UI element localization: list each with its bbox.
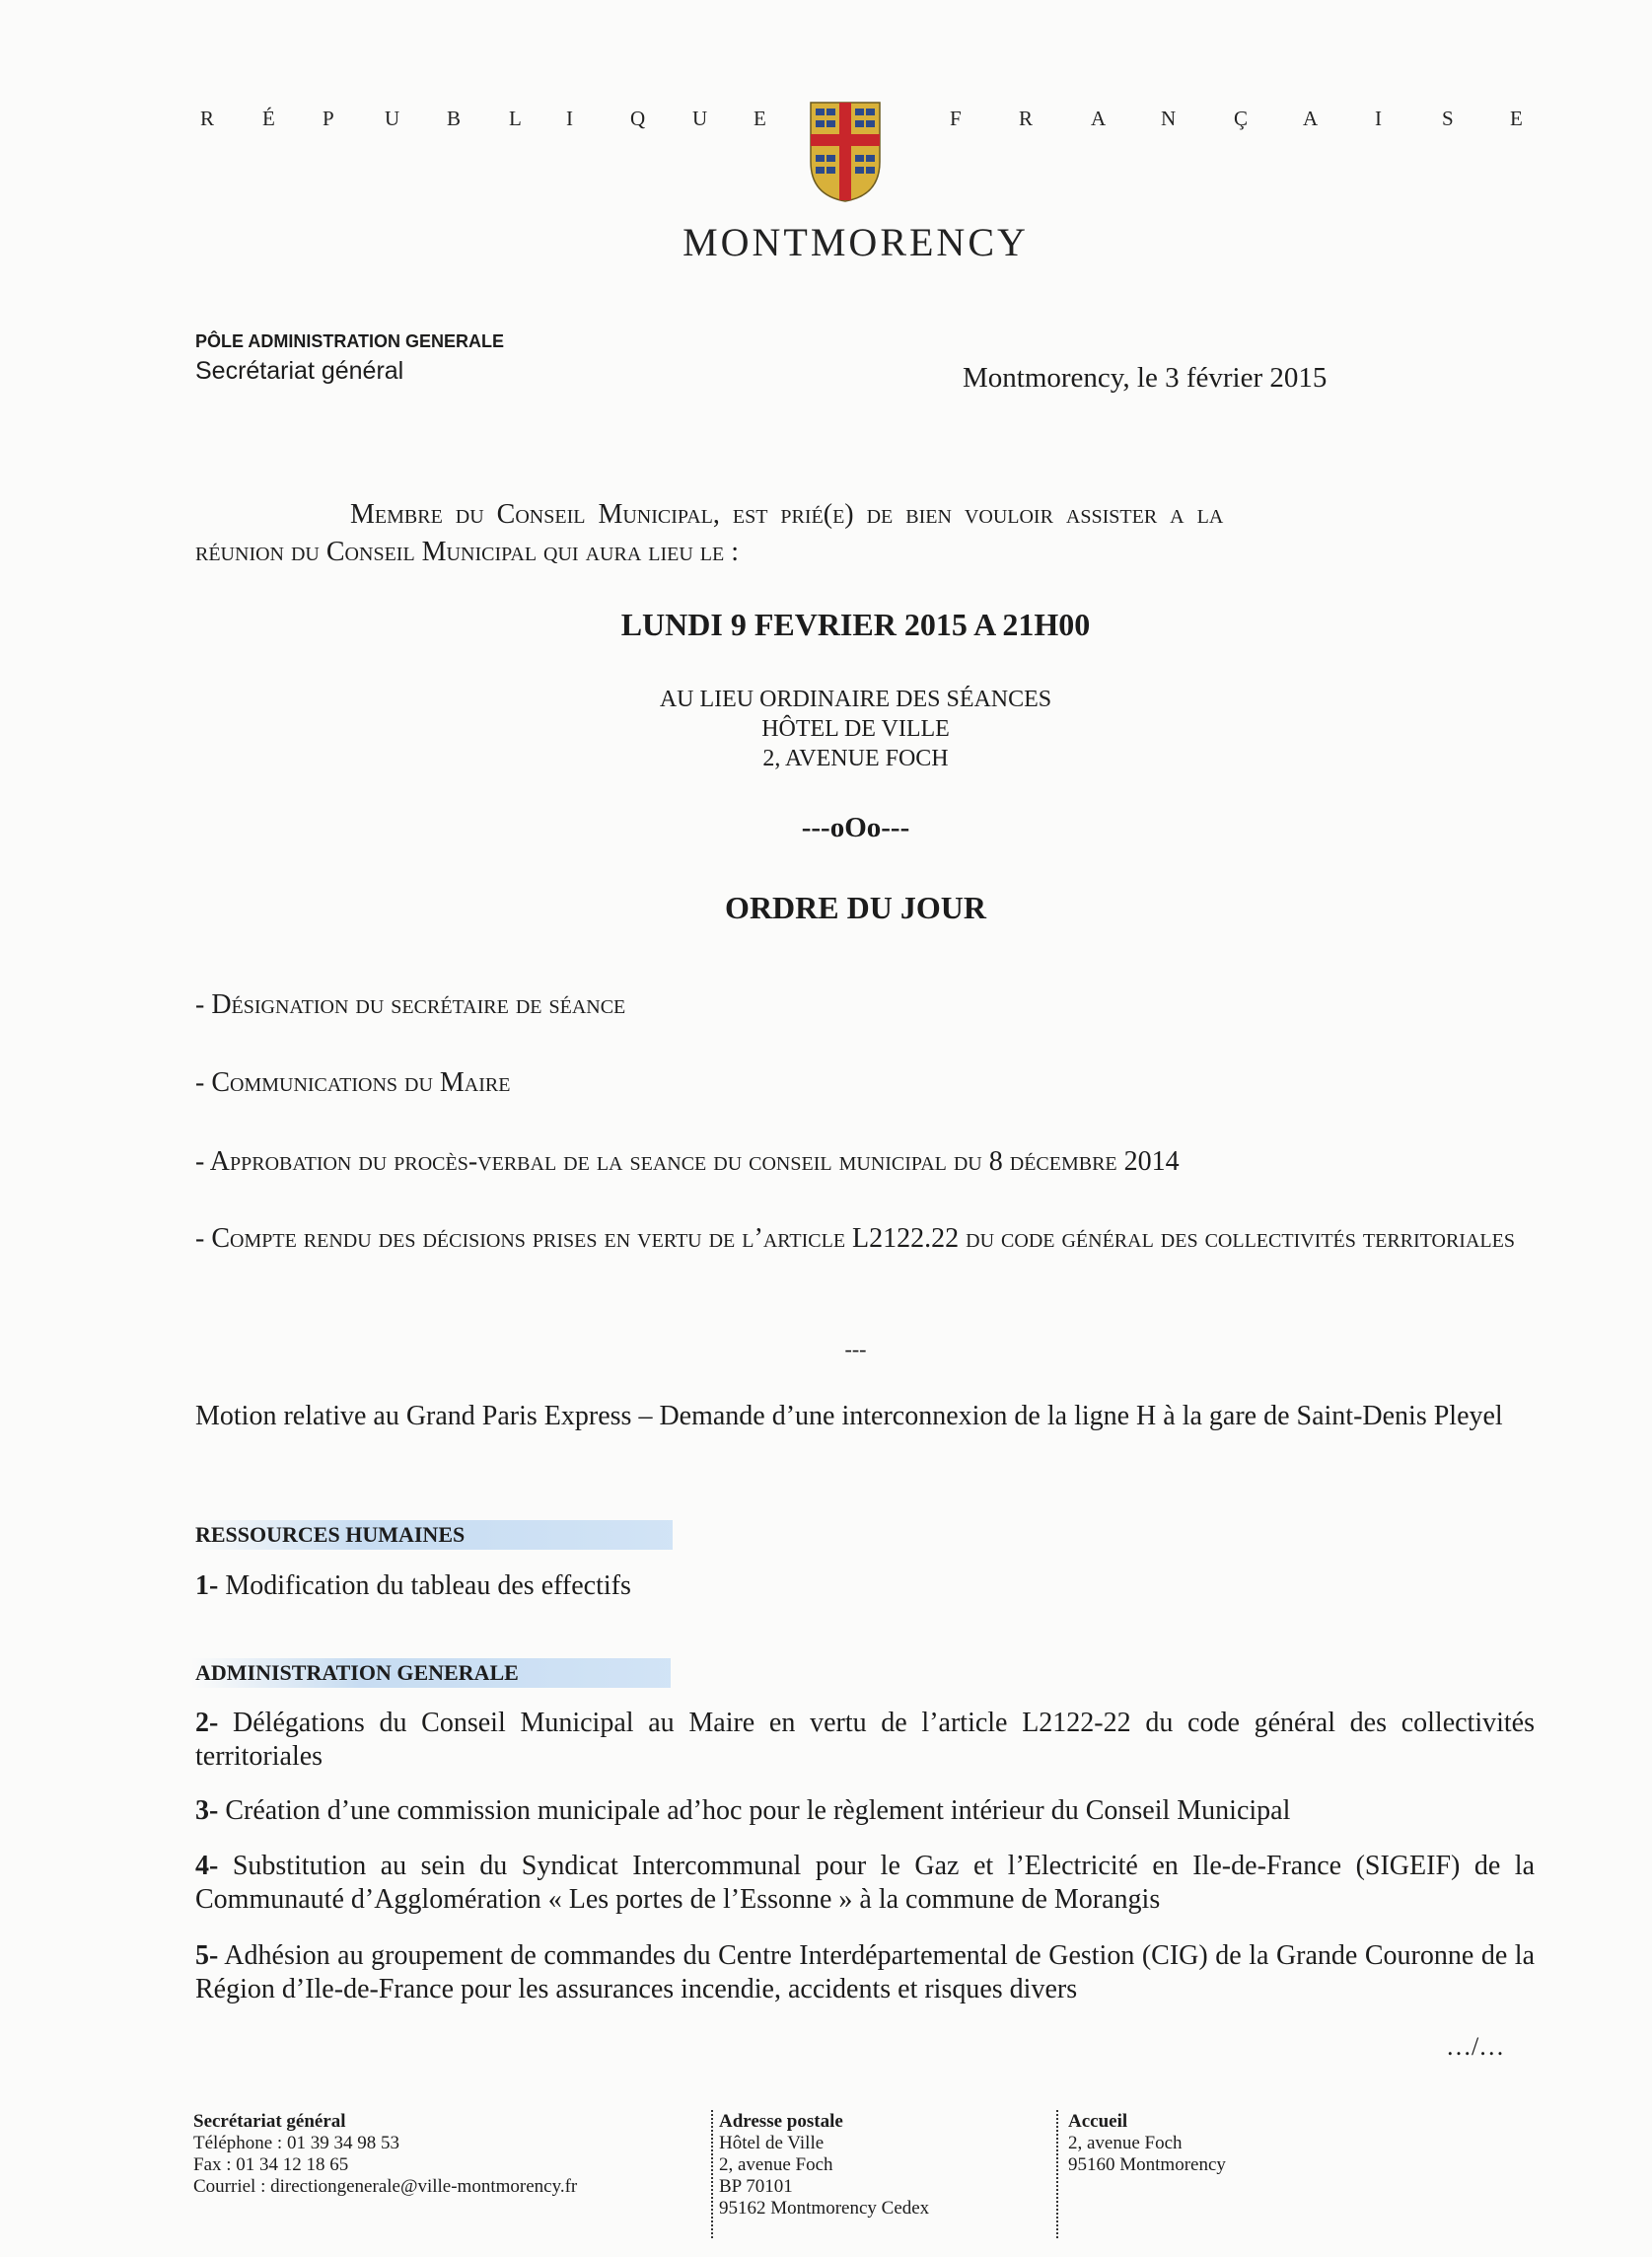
footer-title: Accueil	[1068, 2111, 1128, 2132]
motion-text: Motion relative au Grand Paris Express – Demande d’une interconnexion de la ligne H à la gare de Saint-Denis Pleyel	[195, 1401, 1503, 1431]
footer-line: 2, avenue Foch	[1068, 2133, 1183, 2153]
letter: Ç	[1234, 107, 1249, 130]
item-number: 1-	[195, 1570, 219, 1601]
item-text: Délégations du Conseil Municipal au Maire en vertu de l’article L2122-22 du code général des collectivités territoriales	[195, 1708, 1535, 1772]
meeting-place-line-1: AU LIEU ORDINAIRE DES SÉANCES	[659, 687, 1052, 712]
letter: U	[385, 107, 400, 130]
item-text: Adhésion au groupement de commandes du Centre Interdépartemental de Gestion (CIG) de la Grande Couronne de la Région d’Ile-de-France pour les assurances incendie, accidents et risques divers	[195, 1940, 1535, 2004]
letter: R	[1019, 107, 1034, 130]
invitation-line-2: réunion du Conseil Municipal qui aura lieu le :	[195, 537, 740, 567]
letter: F	[950, 107, 962, 130]
footer-divider	[1056, 2110, 1058, 2238]
agenda-item: - Communications du Maire	[195, 1067, 511, 1098]
meeting-place-line-2: HÔTEL DE VILLE	[761, 716, 950, 742]
footer-line: Hôtel de Ville	[719, 2133, 825, 2153]
numbered-item	[195, 1939, 1535, 2006]
letter: E	[754, 107, 766, 130]
letter: R	[200, 107, 215, 130]
letter: P	[323, 107, 334, 130]
footer-email: Courriel : directiongenerale@ville-montmorency.fr	[193, 2176, 578, 2197]
letter: I	[566, 107, 573, 130]
service-name: Secrétariat général	[195, 357, 404, 385]
section-heading: RESSOURCES HUMAINES	[191, 1520, 673, 1550]
footer-accueil	[1068, 2111, 1226, 2176]
footer-title: Adresse postale	[719, 2111, 843, 2132]
letter: B	[447, 107, 462, 130]
letter: S	[1442, 107, 1454, 130]
footer-phone: Téléphone : 01 39 34 98 53	[193, 2133, 399, 2153]
numbered-item	[195, 1794, 1535, 1828]
continuation-mark: …/…	[1446, 2032, 1505, 2061]
section-heading: ADMINISTRATION GENERALE	[191, 1658, 671, 1688]
pole-title: PÔLE ADMINISTRATION GENERALE	[195, 331, 505, 351]
letter: A	[1303, 107, 1319, 130]
footer-line: 95162 Montmorency Cedex	[719, 2198, 930, 2219]
item-number: 4-	[195, 1851, 219, 1881]
footer-line: BP 70101	[719, 2176, 793, 2197]
item-number: 5-	[195, 1940, 219, 1971]
item-text: Création d’une commission municipale ad’hoc pour le règlement intérieur du Conseil Municipal	[218, 1795, 1291, 1826]
dash-separator: ---	[844, 1337, 867, 1361]
item-text: Substitution au sein du Syndicat Intercommunal pour le Gaz et l’Electricité en Ile-de-France (SIGEIF) de la Communauté d’Agglomération « Les portes de l’Essonne » à la commune de Morangis	[195, 1851, 1535, 1915]
letter: Q	[630, 107, 646, 130]
footer-fax: Fax : 01 34 12 18 65	[193, 2154, 349, 2175]
town-name: MONTMORENCY	[682, 220, 1029, 264]
numbered-item	[195, 1707, 1535, 1774]
separator: ---oOo---	[801, 812, 910, 843]
footer-title: Secrétariat général	[193, 2111, 346, 2132]
invitation-line-1: Membre du Conseil Municipal, est prié(e) de bien vouloir assister a la	[350, 499, 1224, 530]
numbered-item	[195, 1569, 1535, 1603]
footer-line: 95160 Montmorency	[1068, 2154, 1226, 2175]
letter: É	[262, 107, 275, 130]
letter: U	[692, 107, 708, 130]
numbered-item	[195, 1850, 1535, 1917]
agenda-title: ORDRE DU JOUR	[725, 890, 986, 925]
letter: E	[1510, 107, 1523, 130]
item-number: 3-	[195, 1795, 219, 1826]
item-number: 2-	[195, 1708, 219, 1738]
date-line: Montmorency, le 3 février 2015	[963, 362, 1328, 394]
meeting-place-line-3: 2, AVENUE FOCH	[762, 746, 949, 771]
agenda-item: - Approbation du procès-verbal de la seance du conseil municipal du 8 décembre 2014	[195, 1146, 1180, 1177]
letter: A	[1091, 107, 1107, 130]
coat-of-arms-icon	[809, 101, 882, 203]
letter: N	[1161, 107, 1177, 130]
agenda-item: - Compte rendu des décisions prises en vertu de l’article L2122.22 du code général des collectivités territoriales	[195, 1223, 1515, 1254]
footer-line: 2, avenue Foch	[719, 2154, 833, 2175]
footer-divider	[711, 2110, 713, 2238]
item-text: Modification du tableau des effectifs	[218, 1570, 631, 1601]
footer-postal-address	[719, 2111, 929, 2220]
meeting-datetime: LUNDI 9 FEVRIER 2015 A 21H00	[620, 607, 1091, 642]
agenda-item: - Désignation du secrétaire de séance	[195, 989, 626, 1020]
letter: L	[509, 107, 522, 130]
letter: I	[1375, 107, 1382, 130]
footer-secretariat	[193, 2111, 577, 2198]
